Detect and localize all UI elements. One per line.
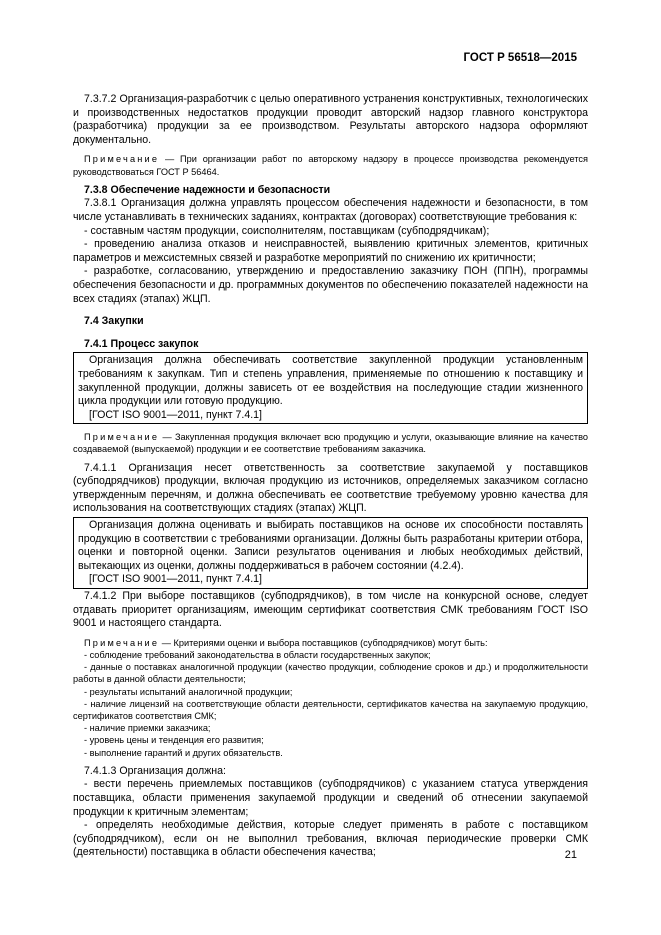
note-label: Примечание xyxy=(84,154,160,165)
page-number: 21 xyxy=(564,849,577,861)
heading-7-4-1: 7.4.1 Процесс закупок xyxy=(84,337,199,350)
iso-quote-reference: [ГОСТ ISO 9001—2011, пункт 7.4.1] xyxy=(89,573,262,586)
note-label: Примечание xyxy=(84,637,160,648)
iso-quote-text: Организация должна обеспечивать соответствие закупленной продукции установленным требованиям к закупкам. Тип и степень управления, применяемые по отношению к поставщику и закупленной продукции, должны зависеть от ее воздействия на последующие стадии жизненного цикла продукции или готовую продукцию. xyxy=(78,354,583,408)
heading-7-4: 7.4 Закупки xyxy=(84,315,144,328)
note-text: — Закупленная продукция включает всю продукцию и услуги, оказывающие влияние на качество создаваемой (выпускаемой) продукции и ее соответствие требованиям заказчика. xyxy=(73,432,588,455)
note-author-supervision xyxy=(73,153,588,177)
heading-7-3-8: 7.3.8 Обеспечение надежности и безопасности xyxy=(84,183,331,196)
note-list-item: - выполнение гарантий и других обязательств. xyxy=(84,747,283,758)
note-text: — При организации работ по авторскому надзору в процессе производства рекомендуется руководствоваться ГОСТ Р 56464. xyxy=(73,154,588,177)
note-list-item: - уровень цены и тенденция его развития; xyxy=(84,735,264,746)
note-text: — Критериями оценки и выбора поставщиков (субподрядчиков) могут быть: xyxy=(159,637,488,648)
iso-quote-box xyxy=(73,517,588,589)
note-list-item: - результаты испытаний аналогичной продукции; xyxy=(84,686,293,697)
note-list-item: - соблюдение требований законодательства в области государственных закупок; xyxy=(84,650,431,661)
list-item: - проведению анализа отказов и неисправностей, выявлению критичных элементов, критичных параметров и межсистемных связей и разработке мероприятий по снижению их критичности; xyxy=(73,238,588,264)
note-list-item: - наличие лицензий на соответствующие области деятельности, сертификатов качества на закупаемую продукцию, сертификатов соответствия СМК; xyxy=(73,698,588,722)
standard-header: ГОСТ Р 56518—2015 xyxy=(463,52,577,64)
paragraph-7-4-1-3: 7.4.1.3 Организация должна: xyxy=(84,764,226,777)
paragraph-7-4-1-1: 7.4.1.1 Организация несет ответственность за соответствие закупаемой у поставщиков (субподрядчиков) продукции, включая продукцию из источников, определяемых заказчиком согласно утвержденным перечням, и должна обеспечивать ее соответствие требуемому уровню качества для использования на соответствующих стадиях (этапах) ЖЦП. xyxy=(73,461,588,515)
note-list-item: - данные о поставках аналогичной продукции (качество продукции, соблюдение сроков и др.) и продолжительности работы в данной области деятельности; xyxy=(73,662,588,685)
note-supplier-criteria xyxy=(73,637,588,649)
note-label: Примечание xyxy=(84,432,160,443)
iso-quote-text: Организация должна оценивать и выбирать поставщиков на основе их способности поставлять продукцию в соответствии с требованиями организации. Должны быть разработаны критерии отбора, оценки и повторной оценки. Записи результатов оценивания и любых необходимых действий, вытекающих из оценки, должны поддерживаться в рабочем состоянии (4.2.4). xyxy=(78,519,583,572)
list-item: - определять необходимые действия, которые следует применять в работе с поставщиком (субподрядчиком), если он не выполнил требования, включая периодические проверки СМК (деятельности) поставщика в области обеспечения качества; xyxy=(73,819,588,859)
iso-quote-reference: [ГОСТ ISO 9001—2011, пункт 7.4.1] xyxy=(89,408,262,421)
list-item: - вести перечень приемлемых поставщиков (субподрядчиков) с указанием статуса утверждения поставщика, области применения закупаемой продукции и сведений об отнесении закупаемой продукции к критичным элементам; xyxy=(73,778,588,818)
list-item: - разработке, согласованию, утверждению и предоставлению заказчику ПОН (ППН), программы обеспечения безопасности и др. программных документов по обеспечению показателей надежности на всех стадиях (этапах) ЖЦП. xyxy=(73,265,588,305)
paragraph-7-4-1-2: 7.4.1.2 При выборе поставщиков (субподрядчиков), в том числе на конкурсной основе, следует отдавать приоритет организациям, имеющим сертификат соответствия СМК требованиям ГОСТ ISO 9001 и настоящего стандарта. xyxy=(73,590,588,630)
paragraph-7-3-8-1: 7.3.8.1 Организация должна управлять процессом обеспечения надежности и безопасности, в том числе устанавливать в технических заданиях, контрактах (договорах) соответствующие требования к: xyxy=(73,197,588,223)
iso-quote-box xyxy=(73,352,588,424)
paragraph-7-3-7-2: 7.3.7.2 Организация-разработчик с целью оперативного устранения конструктивных, технологических и производственных недостатков продукции проводит авторский надзор главного конструктора (разработчика) продукции за ее производством. Результаты авторского надзора оформляют документально. xyxy=(73,93,588,146)
list-item: - составным частям продукции, соисполнителям, поставщикам (субподрядчикам); xyxy=(84,224,490,237)
note-purchased-product xyxy=(73,431,588,455)
page-body xyxy=(73,93,588,860)
note-list-item: - наличие приемки заказчика; xyxy=(84,723,211,734)
